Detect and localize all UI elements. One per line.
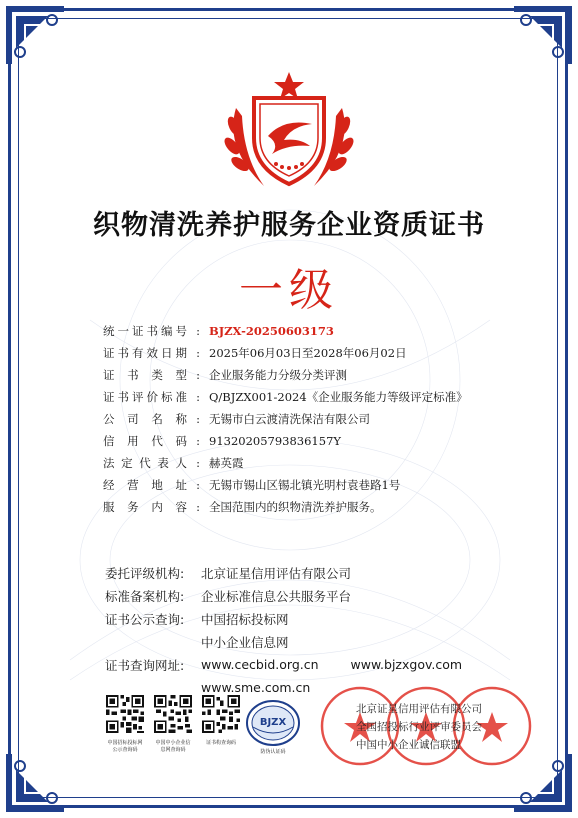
rating-org-row xyxy=(105,561,525,584)
evaluation-standard: Q/BJZX001-2024《企业服务能力等级评定标准》 xyxy=(209,390,468,404)
service-content: 全国范围内的织物清洗养护服务。 xyxy=(209,500,382,514)
qr-code-icon xyxy=(106,695,144,733)
info-row-legal-representative xyxy=(103,452,523,474)
business-address: 无锡市锡山区锡北镇光明村袁巷路1号 xyxy=(209,478,401,492)
seal-org-1: 北京证星信用评估有限公司 xyxy=(356,703,482,715)
info-row-service-content xyxy=(103,496,523,518)
public-query-label: 证书公示查询: xyxy=(105,611,185,627)
corner-ornament-icon xyxy=(510,4,574,68)
query-url-2[interactable]: www.bjzxgov.com xyxy=(350,657,463,672)
qr-code-2[interactable] xyxy=(146,695,200,754)
info-label: 证书类型 xyxy=(103,368,187,382)
seal-text xyxy=(356,700,516,754)
rating-org: 北京证星信用评估有限公司 xyxy=(201,565,352,581)
info-label: 服务内容 xyxy=(103,500,187,514)
qr-code-icon xyxy=(154,695,192,733)
bjzx-logo-caption: 防伪认证码 xyxy=(260,749,286,755)
query-site-row xyxy=(105,653,525,676)
credit-code: 91320205793836157Y xyxy=(209,434,341,448)
info-colon: : xyxy=(196,368,200,382)
info-label: 经营地址 xyxy=(103,478,187,492)
seal-org-3: 中国中小企业诚信联盟 xyxy=(356,739,461,751)
certificate-number: BJZX-20250603173 xyxy=(209,324,334,338)
info-label: 证书有效日期 xyxy=(103,346,187,360)
bjzx-logo-text: BJZX xyxy=(259,717,287,728)
qr-code-3[interactable] xyxy=(194,695,248,747)
bjzx-logo-icon xyxy=(245,697,301,749)
legal-representative: 赫英霞 xyxy=(209,456,244,470)
valid-date: 2025年06月03日至2028年06月02日 xyxy=(209,346,407,360)
filing-org: 企业标准信息公共服务平台 xyxy=(201,588,352,604)
info-label: 证书评价标准 xyxy=(103,390,187,404)
info-colon: : xyxy=(196,500,200,514)
company-name: 无锡市白云渡清洗保洁有限公司 xyxy=(209,412,370,426)
query-url-1[interactable]: www.cecbid.org.cn xyxy=(201,657,319,672)
info-colon: : xyxy=(196,346,200,360)
info-row-certificate-number xyxy=(103,320,523,342)
query-url-3[interactable]: www.sme.com.cn xyxy=(201,680,311,695)
info-colon: : xyxy=(196,478,200,492)
corner-ornament-icon xyxy=(4,4,68,68)
public-query-site-1: 中国招标投标网 xyxy=(201,611,289,627)
query-site-label: 证书查询网址: xyxy=(105,657,185,673)
info-label: 信用代码 xyxy=(103,434,187,448)
info-label: 公司名称 xyxy=(103,412,187,426)
qr-code-1[interactable] xyxy=(98,695,152,754)
info-row-valid-date xyxy=(103,342,523,364)
certificate-info xyxy=(103,320,523,518)
info-row-company-name xyxy=(103,408,523,430)
agency-info xyxy=(105,561,525,699)
certificate-type: 企业服务能力分级分类评测 xyxy=(209,368,347,382)
info-label: 法定代表人 xyxy=(103,456,187,470)
info-row-credit-code xyxy=(103,430,523,452)
corner-ornament-icon xyxy=(4,750,68,814)
info-row-certificate-type xyxy=(103,364,523,386)
public-query-site-2: 中小企业信息网 xyxy=(201,634,289,650)
qr-caption: 证书构查询码 xyxy=(205,740,236,746)
info-colon: : xyxy=(196,456,200,470)
info-colon: : xyxy=(196,434,200,448)
certificate-grade: 一级 xyxy=(239,265,339,316)
info-row-evaluation-standard xyxy=(103,386,523,408)
emblem-icon xyxy=(214,68,364,198)
info-colon: : xyxy=(196,412,200,426)
qr-caption: 中国招标投标网 公示查询码 xyxy=(107,740,143,753)
filing-org-row xyxy=(105,584,525,607)
public-query-row-2 xyxy=(105,630,525,653)
qr-code-icon xyxy=(202,695,240,733)
seal-org-2: 全国招投标行业评审委员会 xyxy=(356,721,482,733)
filing-org-label: 标准备案机构: xyxy=(105,588,185,604)
info-label: 统一证书编号 xyxy=(103,324,187,338)
info-colon: : xyxy=(196,324,200,338)
qr-caption: 中国中小企业信 息网查询码 xyxy=(155,740,191,753)
info-colon: : xyxy=(196,390,200,404)
info-row-business-address xyxy=(103,474,523,496)
rating-org-label: 委托评级机构: xyxy=(105,565,185,581)
certificate-title: 织物清洗养护服务企业资质证书 xyxy=(93,210,485,241)
public-query-row xyxy=(105,607,525,630)
